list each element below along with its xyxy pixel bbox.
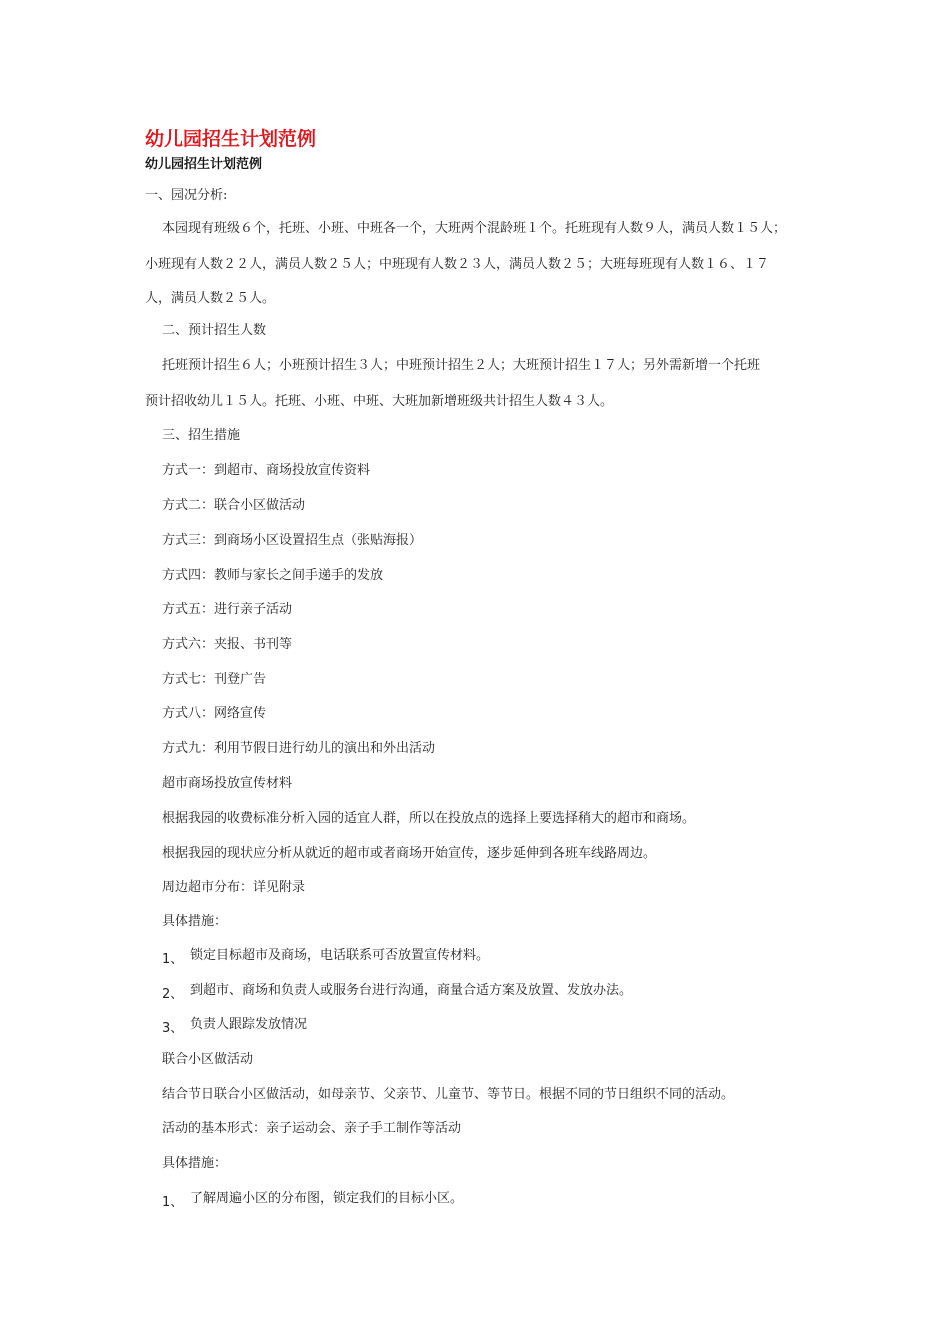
- paragraph-line: 根据我园的收费标准分析入园的适宜人群，所以在投放点的选择上要选择稍大的超市和商场。: [162, 811, 696, 826]
- paragraph-line: 周边超市分布：详见附录: [162, 880, 306, 895]
- measures-label: 具体措施：: [162, 914, 228, 929]
- section-heading: 二、预计招生人数: [162, 323, 267, 338]
- paragraph-line: 结合节日联合小区做活动，如母亲节、父亲节、儿童节、等节日。根据不同的节日组织不同的活动。: [162, 1087, 735, 1102]
- section-heading: 一、园况分析:: [145, 188, 228, 203]
- list-item: 负责人跟踪发放情况: [190, 1017, 308, 1032]
- list-item: 到超市、商场和负责人或服务台进行沟通，商量合适方案及放置、发放办法。: [190, 983, 633, 998]
- measures-label: 具体措施：: [162, 1156, 228, 1171]
- paragraph-line: 本园现有班级６个，托班、小班、中班各一个，大班两个混龄班１个。托班现有人数９人，满员人数１５人；: [162, 221, 787, 236]
- method-item: 方式九：利用节假日进行幼儿的演出和外出活动: [162, 741, 436, 756]
- paragraph-line: 托班预计招生６人；小班预计招生３人；中班预计招生２人；大班预计招生１７人；另外需新增一个托班: [162, 358, 761, 373]
- paragraph-line: 根据我园的现状应分析从就近的超市或者商场开始宣传，逐步延伸到各班车线路周边。: [162, 846, 657, 861]
- method-item: 方式七：刊登广告: [162, 672, 267, 687]
- method-item: 方式四：教师与家长之间手递手的发放: [162, 568, 384, 583]
- list-number: 1、: [162, 1195, 184, 1210]
- method-item: 方式二：联合小区做活动: [162, 498, 306, 513]
- paragraph-line: 预计招收幼儿１５人。托班、小班、中班、大班加新增班级共计招生人数４３人。: [145, 394, 614, 409]
- document-subtitle: 幼儿园招生计划范例: [145, 157, 263, 172]
- section-heading: 三、招生措施: [162, 428, 241, 443]
- document-title: 幼儿园招生计划范例: [145, 128, 317, 150]
- list-item: 锁定目标超市及商场，电话联系可否放置宣传材料。: [190, 948, 490, 963]
- method-item: 方式一：到超市、商场投放宣传资料: [162, 463, 371, 478]
- method-item: 方式五：进行亲子活动: [162, 602, 293, 617]
- list-number: 2、: [162, 987, 184, 1002]
- list-number: 1、: [162, 952, 184, 967]
- subsection-heading: 联合小区做活动: [162, 1052, 254, 1067]
- method-item: 方式六：夹报、书刊等: [162, 637, 293, 652]
- method-item: 方式三：到商场小区设置招生点（张贴海报）: [162, 533, 423, 548]
- subsection-heading: 超市商场投放宣传材料: [162, 776, 293, 791]
- paragraph-line: 人，满员人数２５人。: [145, 291, 276, 306]
- method-item: 方式八：网络宣传: [162, 706, 267, 721]
- list-item: 了解周遍小区的分布图，锁定我们的目标小区。: [190, 1191, 464, 1206]
- list-number: 3、: [162, 1021, 184, 1036]
- paragraph-line: 活动的基本形式：亲子运动会、亲子手工制作等活动: [162, 1121, 462, 1136]
- paragraph-line: 小班现有人数２２人，满员人数２５人；中班现有人数２３人，满员人数２５；大班每班现有人数１６、１７: [145, 257, 770, 272]
